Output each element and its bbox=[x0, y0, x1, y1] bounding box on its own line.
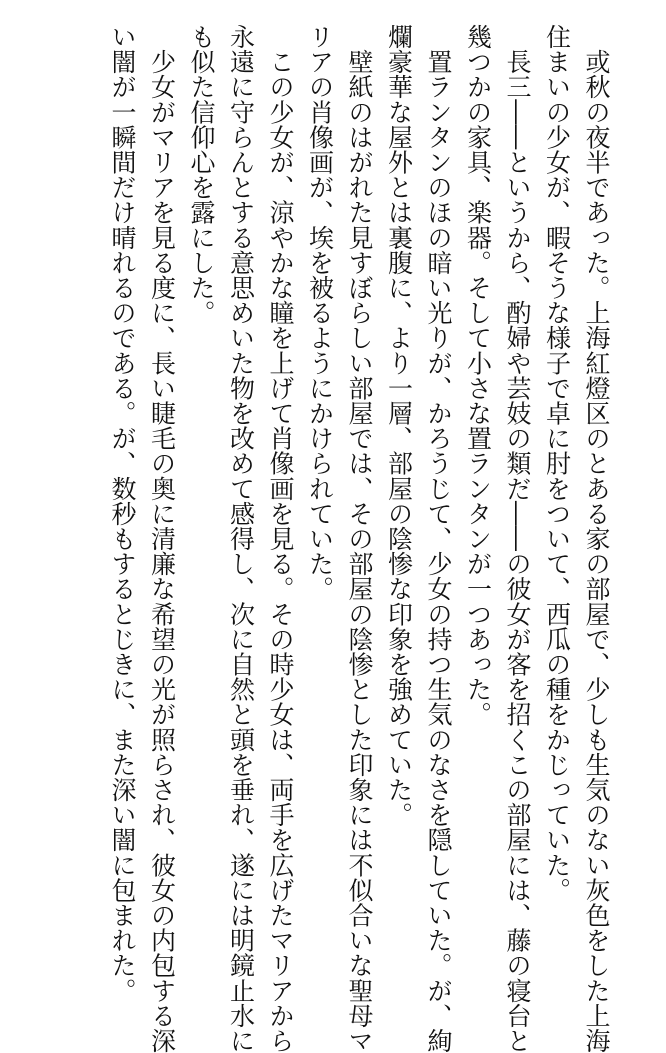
text-line: 或秋の夜半であった。上海紅燈区のとある家の部屋で、少しも生気のない灰色をした上海 bbox=[582, 24, 611, 1053]
text-line: 長三――というから、酌婦や芸妓の類だ――の彼女が客を招くこの部屋には、藤の寝台と bbox=[503, 24, 532, 1053]
text-line: い闇が一瞬間だけ晴れるのである。が、数秒もするとじきに、また深い闇に包まれた。 bbox=[108, 24, 137, 1003]
text-line: この少女が、涼やかな瞳を上げて肖像画を見る。その時少女は、両手を広げたマリアから bbox=[266, 24, 295, 1053]
text-line: リアの肖像画が、埃を被るようにかけられていた。 bbox=[305, 24, 335, 602]
text-line: 永遠に守らんとする意思めいた物を改めて感得し、次に自然と頭を垂れ、遂には明鏡止水に bbox=[226, 24, 256, 1053]
text-line: 壁紙のはがれた見すぼらしい部屋では、その部屋の陰惨とした印象には不似合いな聖母マ bbox=[345, 24, 374, 1053]
text-line: 住まいの少女が、暇そうな様子で卓に肘をついて、西瓜の種をかじっていた。 bbox=[542, 24, 572, 903]
text-line: 置ランタンのほの暗い光りが、かろうじて、少女の持つ生気のなさを隠していた。が、絢 bbox=[424, 24, 453, 1053]
vertical-text-body bbox=[103, 24, 617, 1053]
text-line: も似た信仰心を露にした。 bbox=[187, 24, 216, 326]
text-line: 少女がマリアを見る度に、長い睫毛の奥に清廉な希望の光が照らされ、彼女の内包する深 bbox=[147, 24, 177, 1053]
text-line: 爛豪華な屋外とは裏腹に、より一層、部屋の陰惨な印象を強めていた。 bbox=[384, 24, 414, 828]
text-line: 幾つかの家具、楽器。そして小さな置ランタンが一つあった。 bbox=[463, 24, 493, 727]
